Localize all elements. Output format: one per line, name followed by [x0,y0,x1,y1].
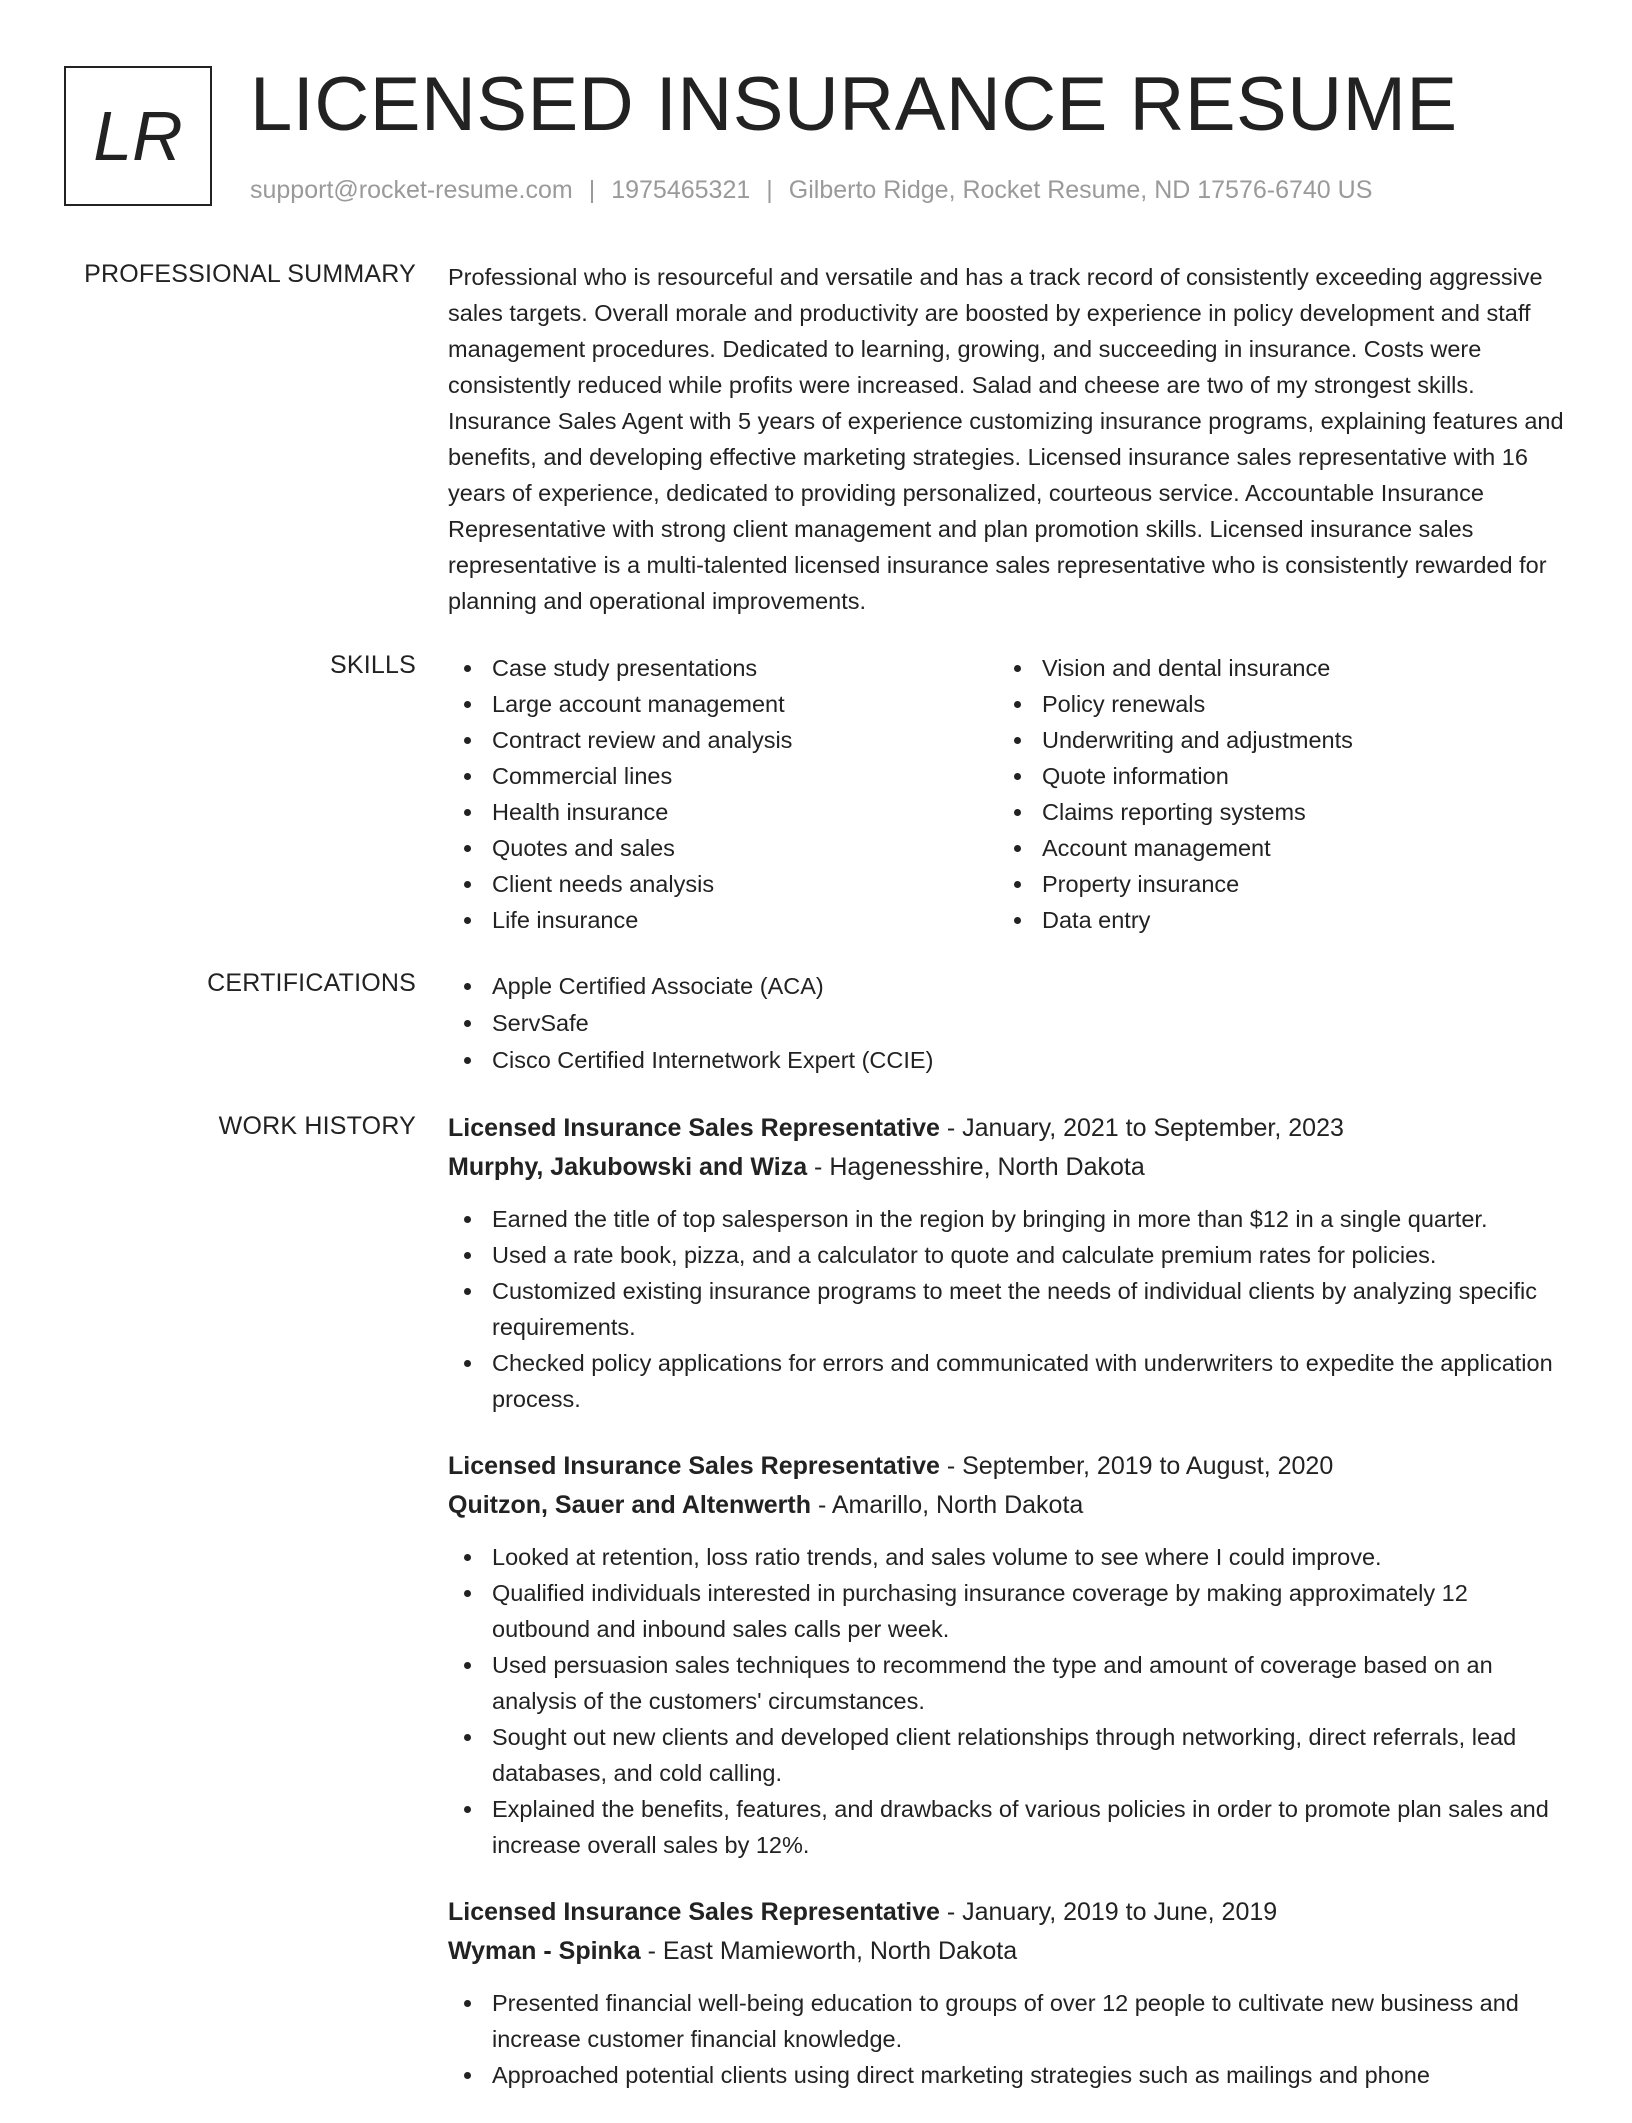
job-bullet: Customized existing insurance programs to meet the needs of individual clients by analyzing specific requirements. [448,1273,1568,1345]
skills-heading: SKILLS [330,651,416,679]
job-dates: - September, 2019 to August, 2020 [939,1452,1334,1480]
certifications-list [448,968,1568,1079]
skill-item: Vision and dental insurance [998,650,1548,686]
job-title-line [448,1109,1568,1148]
skill-item: Health insurance [448,794,998,830]
contact-address: Gilberto Ridge, Rocket Resume, ND 17576-6740 US [788,176,1373,204]
contact-email[interactable]: support@rocket-resume.com [250,176,573,204]
certification-item: Cisco Certified Internetwork Expert (CCIE) [448,1042,1568,1079]
skill-item: Policy renewals [998,686,1548,722]
job-entry [448,1893,1568,2093]
skill-item: Underwriting and adjustments [998,722,1548,758]
summary-text: Professional who is resourceful and versatile and has a track record of consistently exceeding aggressive sales targets. Overall morale and productivity are boosted by experience in policy development and staff management procedures. Dedicated to learning, growing, and succeeding in insurance. Costs were consistently reduced while profits were increased. Salad and cheese are two of my strongest skills. Insurance Sales Agent with 5 years of experience customizing insurance programs, explaining features and benefits, and developing effective marketing strategies. Licensed insurance sales representative with 16 years of experience, dedicated to providing personalized, courteous service. Accountable Insurance Representative with strong client management and plan promotion skills. Licensed insurance sales representative is a multi-talented licensed insurance sales representative who is consistently rewarded for planning and operational improvements. [448,264,1564,614]
skill-item: Quote information [998,758,1548,794]
job-bullet: Presented financial well-being education to groups of over 12 people to cultivate new business and increase customer financial knowledge. [448,1985,1568,2057]
job-title-line [448,1893,1568,1932]
skill-item: Quotes and sales [448,830,998,866]
job-bullet: Sought out new clients and developed client relationships through networking, direct referrals, lead databases, and cold calling. [448,1719,1568,1791]
resume-header [64,62,1584,216]
resume-title: LICENSED INSURANCE RESUME [250,62,1458,147]
skill-item: Claims reporting systems [998,794,1548,830]
skill-item: Client needs analysis [448,866,998,902]
certifications-heading: CERTIFICATIONS [207,969,416,997]
job-bullet-list [448,1985,1568,2093]
skills-list-right [998,650,1548,938]
job-bullet-list [448,1539,1568,1863]
contact-phone: 1975465321 [611,176,751,204]
job-bullet: Looked at retention, loss ratio trends, and sales volume to see where I could improve. [448,1539,1568,1575]
skill-item: Case study presentations [448,650,998,686]
job-dates: - January, 2021 to September, 2023 [939,1114,1344,1142]
job-dates: - January, 2019 to June, 2019 [939,1898,1278,1926]
skill-item: Life insurance [448,902,998,938]
job-bullet: Approached potential clients using direct marketing strategies such as mailings and phone [448,2057,1568,2093]
skill-item: Data entry [998,902,1548,938]
skill-item: Large account management [448,686,998,722]
certification-item: Apple Certified Associate (ACA) [448,968,1568,1005]
job-bullet: Used persuasion sales techniques to recommend the type and amount of coverage based on an analysis of the customers' circumstances. [448,1647,1568,1719]
job-location: - Hagenesshire, North Dakota [807,1153,1145,1181]
job-bullet: Earned the title of top salesperson in the region by bringing in more than $12 in a single quarter. [448,1201,1568,1237]
job-company: Murphy, Jakubowski and Wiza [448,1153,808,1181]
job-bullet: Used a rate book, pizza, and a calculator to quote and calculate premium rates for policies. [448,1237,1568,1273]
job-bullet-list [448,1201,1568,1417]
job-title: Licensed Insurance Sales Representative [448,1898,940,1926]
skill-item: Account management [998,830,1548,866]
work-history-heading: WORK HISTORY [218,1112,416,1140]
contact-separator: | [766,176,773,204]
job-bullet: Qualified individuals interested in purchasing insurance coverage by making approximately 12 outbound and inbound sales calls per week. [448,1575,1568,1647]
job-company: Quitzon, Sauer and Altenwerth [448,1491,811,1519]
certification-item: ServSafe [448,1005,1568,1042]
job-title: Licensed Insurance Sales Representative [448,1452,940,1480]
job-location: - Amarillo, North Dakota [811,1491,1084,1519]
job-title: Licensed Insurance Sales Representative [448,1114,940,1142]
contact-line [250,176,1372,205]
job-entry [448,1109,1568,1417]
job-company-line [448,1932,1568,1971]
skills-list-left [448,650,998,938]
job-entry [448,1447,1568,1863]
skill-item: Contract review and analysis [448,722,998,758]
monogram-logo: LR [64,66,212,206]
job-company: Wyman - Spinka [448,1937,641,1965]
skill-item: Property insurance [998,866,1548,902]
contact-separator: | [588,176,596,204]
job-bullet: Checked policy applications for errors and communicated with underwriters to expedite the application process. [448,1345,1568,1417]
summary-heading: PROFESSIONAL SUMMARY [84,260,416,288]
skill-item: Commercial lines [448,758,998,794]
job-company-line [448,1486,1568,1525]
job-company-line [448,1148,1568,1187]
job-location: - East Mamieworth, North Dakota [640,1937,1018,1965]
job-bullet: Explained the benefits, features, and drawbacks of various policies in order to promote plan sales and increase overall sales by 12%. [448,1791,1568,1863]
job-title-line [448,1447,1568,1486]
